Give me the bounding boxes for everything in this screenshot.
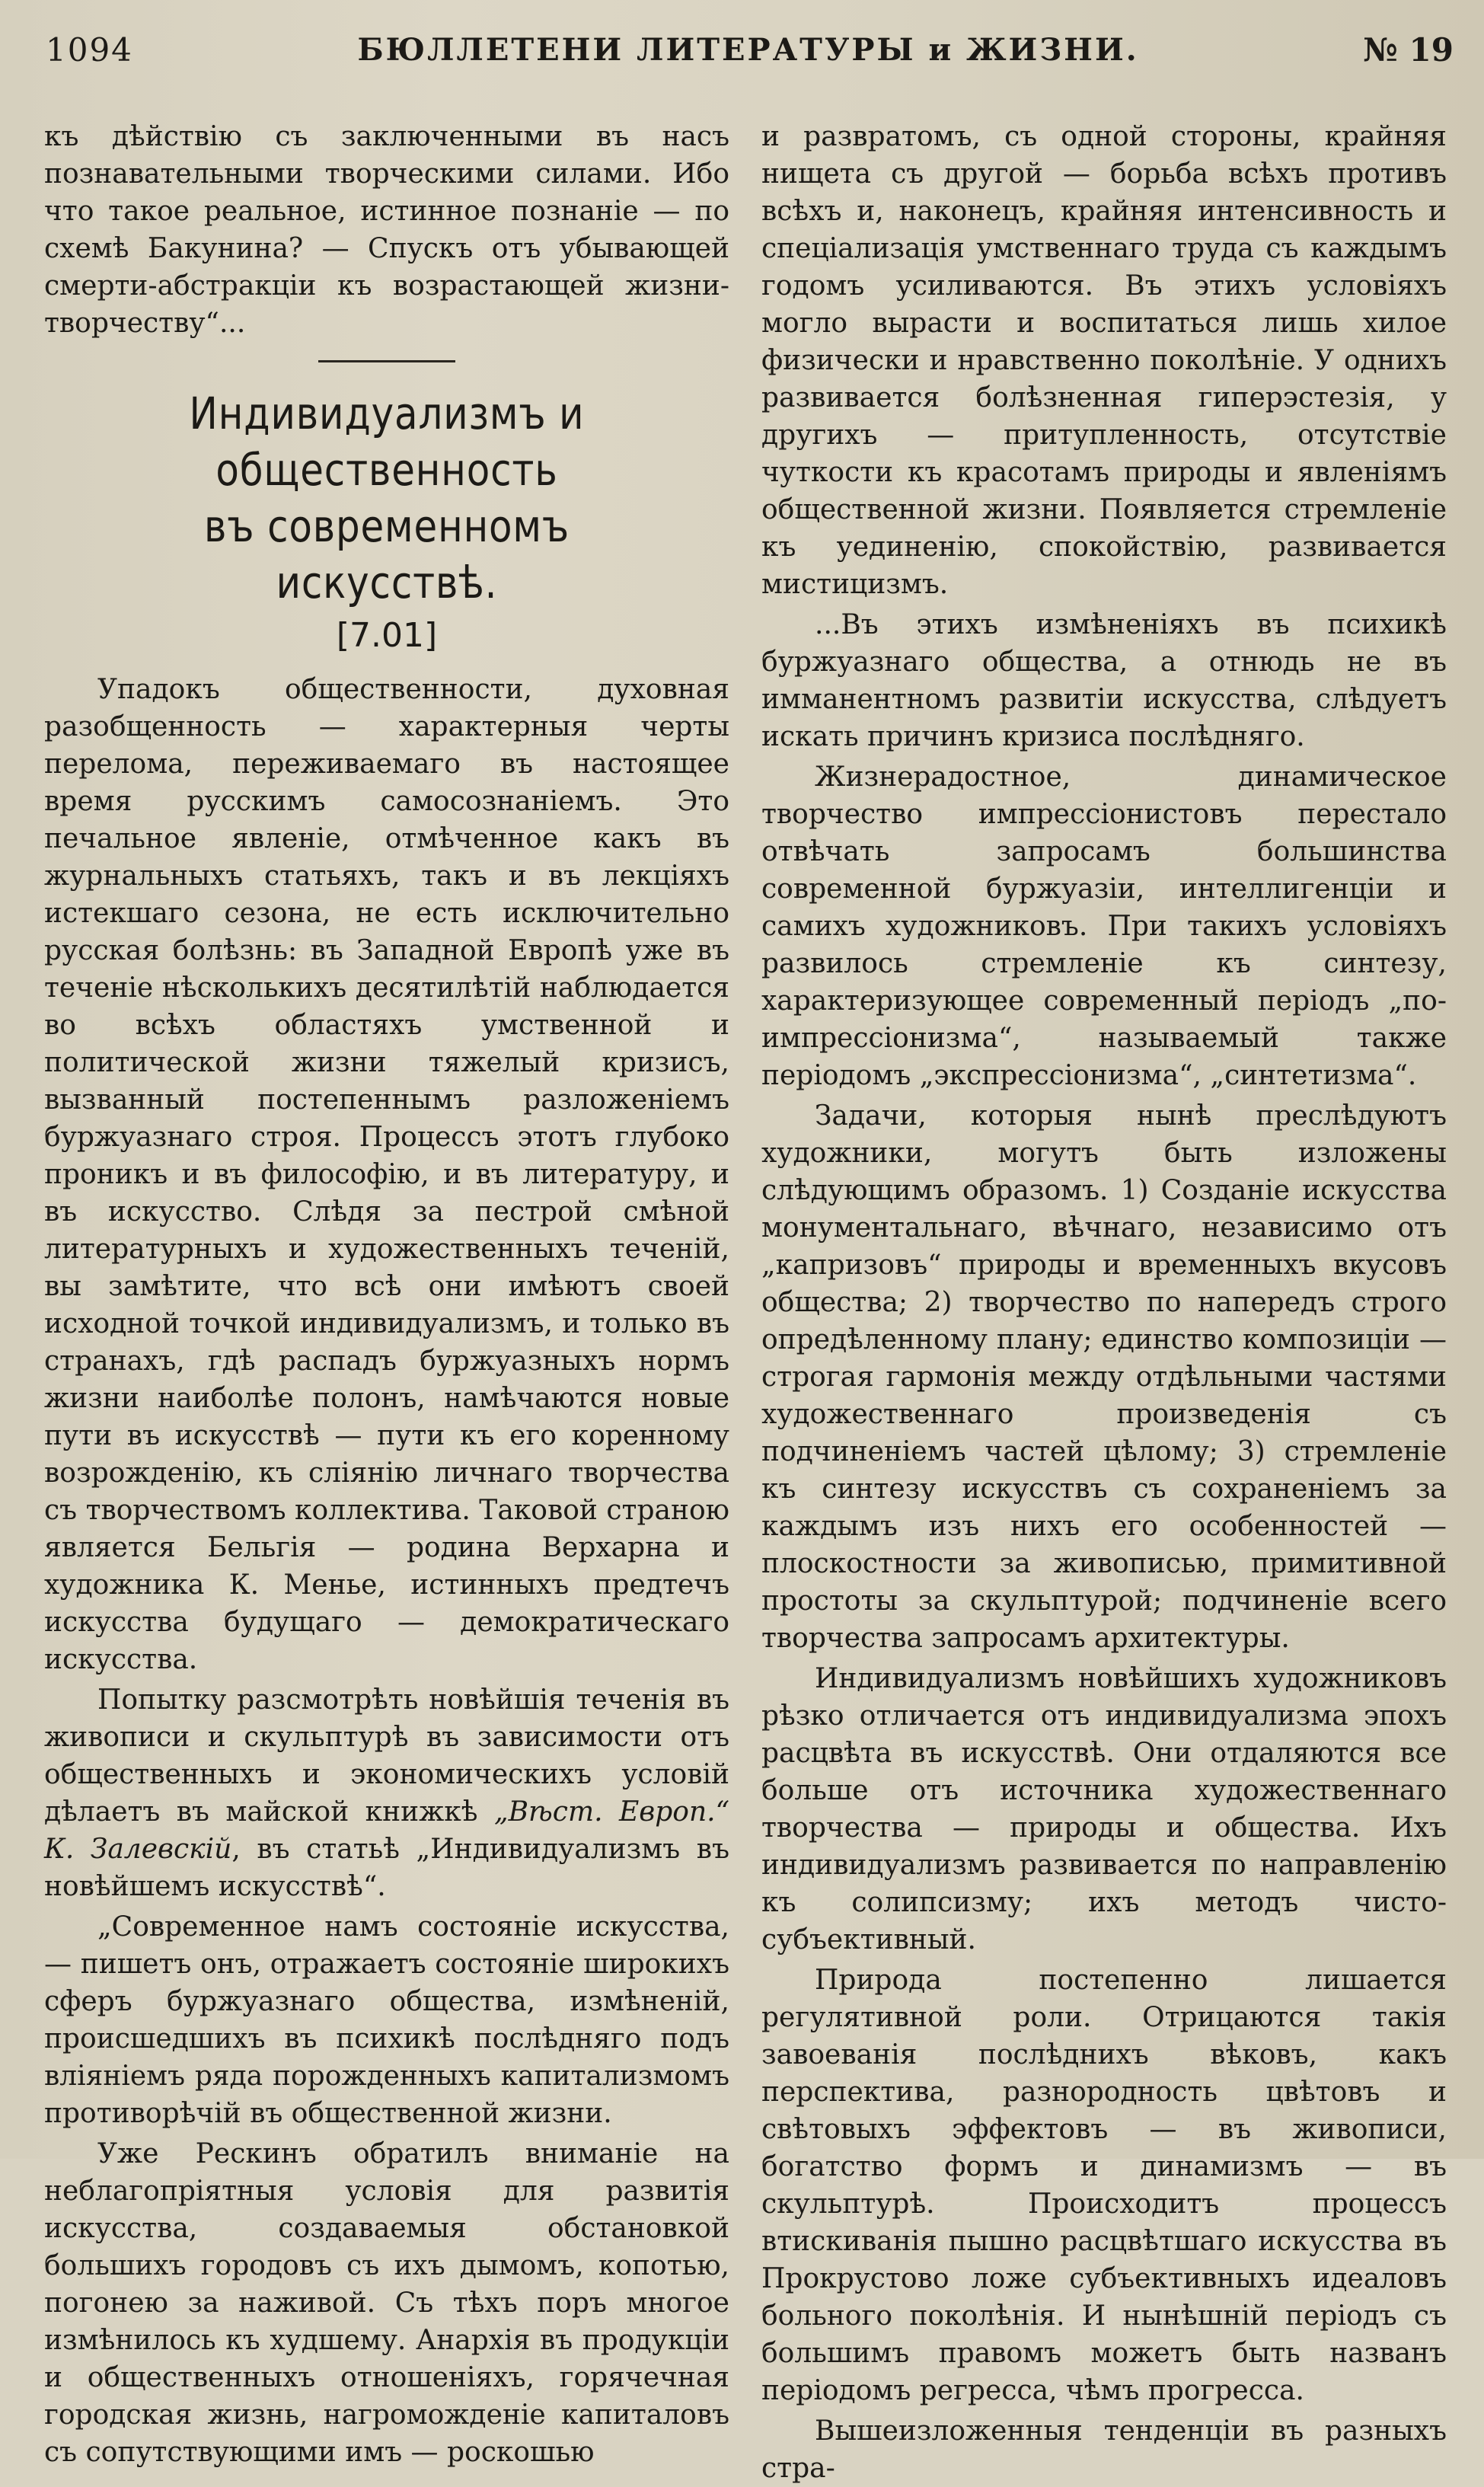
paragraph: Природа постепенно лишается регулятивной роли. Отрицаются такія завоеванія послѣднихъ вѣковъ, какъ перспектива, разнородность цвѣтовъ и свѣтовыхъ эффектовъ — въ живописи, богатство формъ и динамизмъ — въ скульптурѣ. Происходитъ процессъ втискиванія пышно расцвѣтшаго искусства въ Прокрустово ложе субъективныхъ идеаловъ больного поколѣнія. И нынѣшній періодъ съ большимъ правомъ можетъ быть названъ періодомъ регресса, чѣмъ прогресса. (761, 1965, 1447, 2406)
paragraph: Вышеизложенныя тенденціи въ разныхъ стра- (761, 2415, 1447, 2484)
right-column (761, 118, 1447, 2484)
paragraph-text: Попытку разсмотрѣть новѣйшія теченія въ живописи и скульптурѣ въ зависимости отъ общественныхъ и экономическихъ условій дѣлаетъ въ майской книжкѣ (44, 1684, 729, 1828)
paragraph-text: , въ статьѣ „Индивидуализмъ въ новѣйшемъ искусствѣ“. (44, 1834, 729, 1902)
paragraph: ...Въ этихъ измѣненіяхъ въ психикѣ буржуазнаго общества, а отнюдь не въ имманентномъ развитіи искусства, слѣдуетъ искать причинъ кризиса послѣдняго. (761, 609, 1447, 752)
paragraph: Упадокъ общественности, духовная разобщенность — характерныя черты перелома, переживаемаго въ настоящее время русскимъ самосознаніемъ. Это печальное явленіе, отмѣченное какъ въ журнальныхъ статьяхъ, такъ и въ лекціяхъ истекшаго сезона, не есть исключительно русская болѣзнь: въ Западной Европѣ уже въ теченіе нѣсколькихъ десятилѣтій наблюдается во всѣхъ областяхъ умственной и политической жизни тяжелый кризисъ, вызванный постепеннымъ разложеніемъ буржуазнаго строя. Процессъ этотъ глубоко проникъ и въ философію, и въ литературу, и въ искусство. Слѣдя за пестрой смѣной литературныхъ и художественныхъ теченій, вы замѣтите, что всѣ они имѣютъ своей исходной точкой индивидуализмъ, и только въ странахъ, гдѣ распадъ буржуазныхъ нормъ жизни наиболѣе полонъ, намѣчаются новые пути въ искусствѣ — пути къ его коренному возрожденію, къ сліянію личнаго творчества съ творчествомъ коллектива. Таковой страною является Бельгія — родина Верхарна и художника К. Менье, истинныхъ предтечъ искусства будущаго — демократическаго искусства. (44, 674, 729, 1675)
page-header (46, 23, 1454, 76)
paragraph: Индивидуализмъ новѣйшихъ художниковъ рѣзко отличается отъ индивидуализма эпохъ расцвѣта въ искусствѣ. Они отдаляются все больше отъ источника художественнаго творчества — природы и общества. Ихъ индивидуализмъ развивается по направленію къ солипсизму; ихъ методъ чисто-субъективный. (761, 1663, 1447, 1955)
paragraph: Жизнерадостное, динамическое творчество импрессіонистовъ перестало отвѣчать запросамъ большинства современной буржуазіи, интеллигенціи и самихъ художниковъ. При такихъ условіяхъ развилось стремленіе къ синтезу, характеризующее современный періодъ „по-импрессіонизма“, называемый также періодомъ „экспрессіонизма“, „синтетизма“. (761, 761, 1447, 1091)
left-column (44, 118, 729, 2468)
page-number: 1094 (46, 30, 133, 69)
paragraph: и развратомъ, съ одной стороны, крайняя нищета съ другой — борьба всѣхъ противъ всѣхъ и, наконецъ, крайняя интенсивность и спеціализація умственнаго труда съ каждымъ годомъ усиливаются. Въ этихъ условіяхъ могло вырасти и воспитаться лишь хилое физически и нравственно поколѣніе. У однихъ развивается болѣзненная гиперэстезія, у другихъ — притупленность, отсутствіе чуткости къ красотамъ природы и явленіямъ общественной жизни. Появляется стремленіе къ уединенію, спокойствію, развивается мистицизмъ. (761, 121, 1447, 600)
journal-name: „Вѣст. Европ.“ (493, 1796, 729, 1828)
paragraph-citation (44, 1681, 729, 1905)
section-divider (318, 360, 455, 362)
paragraph: Уже Рескинъ обратилъ вниманіе на неблагопріятныя условія для развитія искусства, создаваемыя обстановкой большихъ городовъ съ ихъ дымомъ, копотью, погонею за наживой. Съ тѣхъ поръ многое измѣнилось къ худшему. Анархія въ продукціи и общественныхъ отношеніяхъ, горячечная городская жизнь, нагроможденіе капиталовъ съ сопутствующими имъ — роскошью (44, 2138, 729, 2468)
paragraph: „Современное намъ состояніе искусства, — пишетъ онъ, отражаетъ состояніе широкихъ сферъ буржуазнаго общества, измѣненій, происшедшихъ въ психикѣ послѣдняго подъ вліяніемъ ряда порожденныхъ капитализмомъ противорѣчій въ общественной жизни. (44, 1911, 729, 2129)
article-title-line1: Индивидуализмъ и общественность (189, 388, 585, 496)
issue-number: № 19 (1363, 30, 1454, 69)
author-name: К. Залевскій (44, 1834, 232, 1865)
paragraph: Задачи, которыя нынѣ преслѣдуютъ художники, могутъ быть изложены слѣдующимъ образомъ. 1) Созданіе искусства монументальнаго, вѣчнаго, независимо отъ „капризовъ“ природы и временныхъ вкусовъ общества; 2) творчество по напередъ строго опредѣленному плану; единство композиціи — строгая гармонія между отдѣльными частями художественнаго произведенія съ подчиненіемъ частей цѣлому; 3) стремленіе къ синтезу искусствъ съ сохраненіемъ за каждымъ изъ нихъ его особенностей — плоскостности за живописью, примитивной простоты за скульптурой; подчиненіе всего творчества запросамъ архитектуры. (761, 1100, 1447, 1654)
article-title-line2: въ современномъ искусствѣ. (203, 500, 570, 608)
intro-paragraph: къ дѣйствію съ заключенными въ насъ познавательными творческими силами. Ибо что такое реальное, истинное познаніе — по схемѣ Бакунина? — Спускъ отъ убывающей смерти-абстракціи къ возрастающей жизни-творчеству“... (44, 121, 729, 339)
article-reference: [7.01] (336, 616, 438, 655)
journal-title: БЮЛЛЕТЕНИ ЛИТЕРАТУРЫ и ЖИЗНИ. (357, 31, 1139, 68)
article-title (92, 385, 681, 611)
